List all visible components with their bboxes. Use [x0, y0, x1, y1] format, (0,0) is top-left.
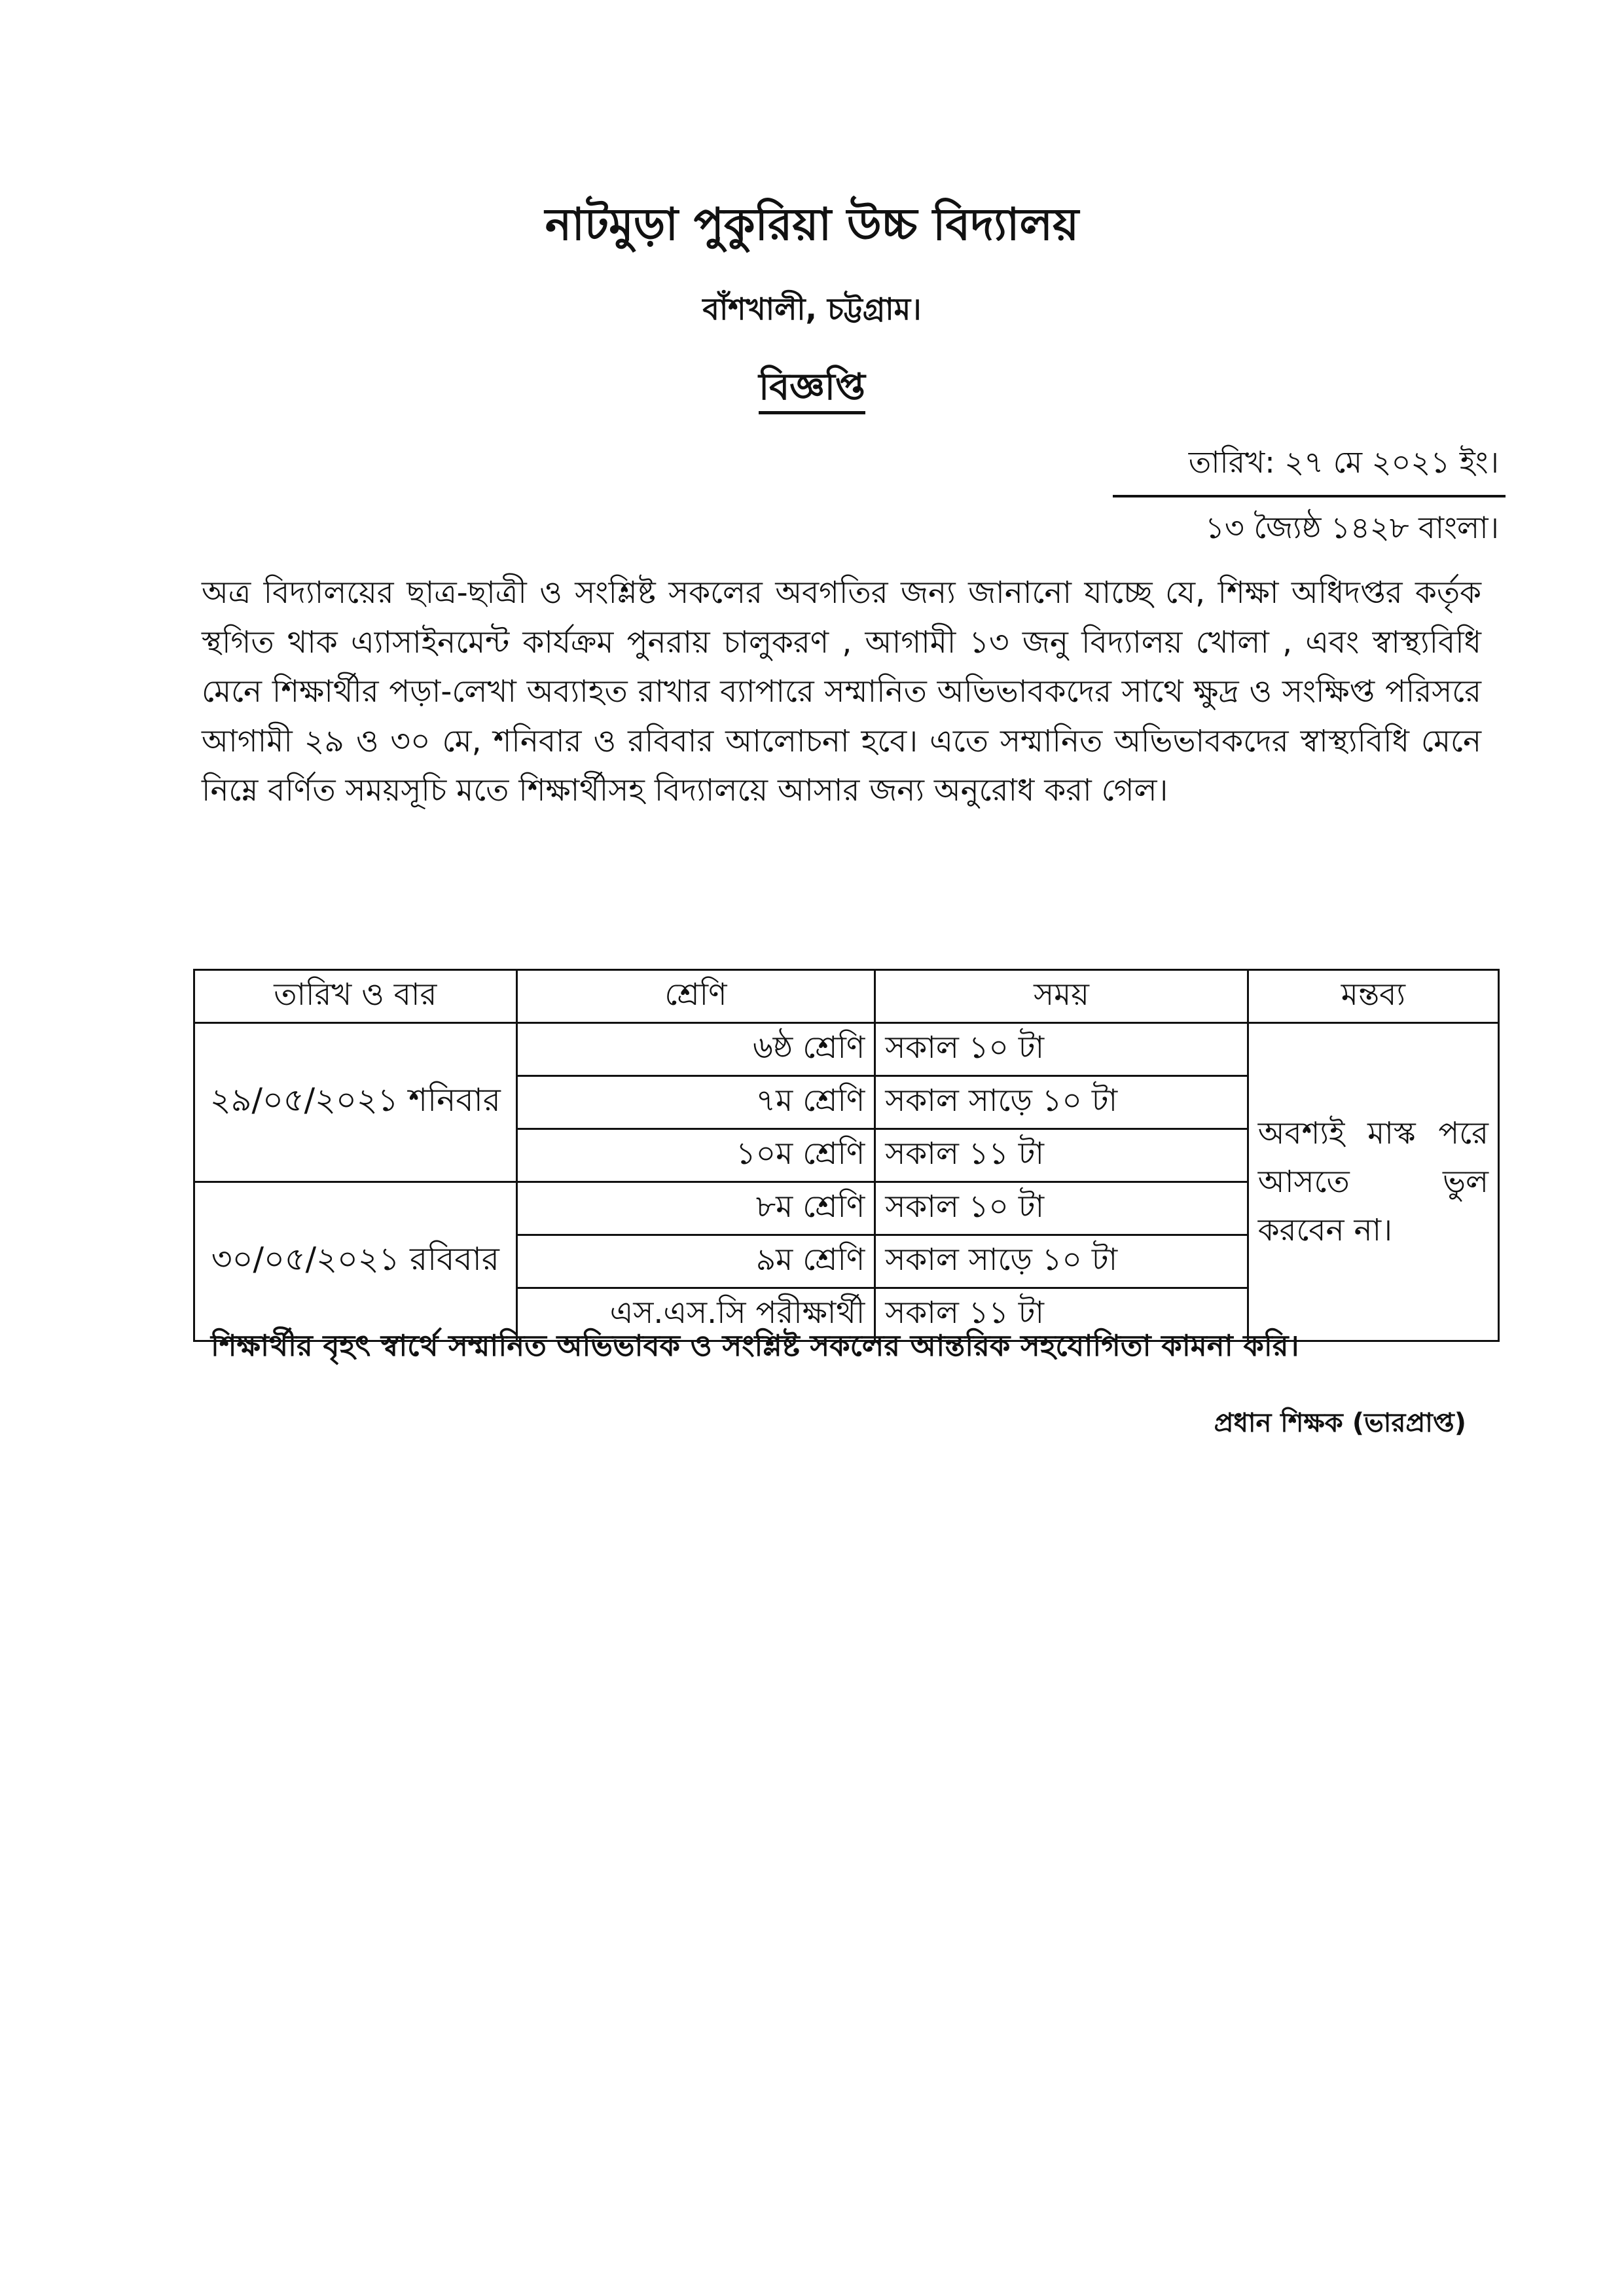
- time-cell: সকাল ১০ টা: [875, 1182, 1248, 1235]
- time-cell: সকাল ১০ টা: [875, 1023, 1248, 1076]
- class-cell: ১০ম শ্রেণি: [516, 1129, 875, 1182]
- date-bangla: ১৩ জ্যৈষ্ঠ ১৪২৮ বাংলা।: [1205, 510, 1499, 545]
- remark-cell: অবশ্যই মাস্ক পরে আসতে ভুল করবেন না।: [1248, 1023, 1498, 1341]
- notice-title-text: বিজ্ঞপ্তি: [759, 366, 865, 414]
- signature: প্রধান শিক্ষক (ভারপ্রাপ্ত): [1214, 1408, 1466, 1438]
- class-cell: এস.এস.সি পরীক্ষার্থী: [516, 1288, 875, 1341]
- header-date: তারিখ ও বার: [194, 970, 517, 1023]
- schedule-table: [193, 969, 1500, 1342]
- date-block: [1113, 440, 1506, 555]
- date-cell-day-2: ৩০/০৫/২০২১ রবিবার: [194, 1182, 517, 1341]
- closing-text: শিক্ষার্থীর বৃহৎ স্বার্থে সম্মানিত অভিভাবক ও সংশ্লিষ্ট সকলের আন্তরিক সহযোগিতা কামনা করি।: [211, 1328, 1299, 1363]
- class-cell: ৬ষ্ঠ শ্রেণি: [516, 1023, 875, 1076]
- class-cell: ৭ম শ্রেণি: [516, 1076, 875, 1129]
- header-time: সময়: [875, 970, 1248, 1023]
- header-class: শ্রেণি: [516, 970, 875, 1023]
- date-english: তারিখ: ২৭ মে ২০২১ ইং।: [1113, 440, 1506, 497]
- notice-body: অত্র বিদ্যালয়ের ছাত্র-ছাত্রী ও সংশ্লিষ্ট সকলের অবগতির জন্য জানানো যাচ্ছে যে, শিক্ষা অধিদপ্তর কর্তৃক স্থগিত থাক এ্যাসাইনমেন্ট কার্যক্রম পুনরায় চালুকরণ , আগামী ১৩ জনু বিদ্যালয় খোলা , এবং স্বাস্থ্যবিধি মেনে শিক্ষার্থীর পড়া-লেখা অব্যাহত রাখার ব্যাপারে সম্মানিত অভিভাবকদের সাথে ক্ষুদ্র ও সংক্ষিপ্ত পরিসরে আগামী ২৯ ও ৩০ মে, শনিবার ও রবিবার আলোচনা হবে। এতে সম্মানিত অভিভাবকদের স্বাস্থ্যবিধি মেনে নিম্নে বর্ণিত সময়সূচি মতে শিক্ষার্থীসহ বিদ্যালয়ে আসার জন্য অনুরোধ করা গেল।: [202, 575, 1481, 808]
- time-cell: সকাল ১১ টা: [875, 1288, 1248, 1341]
- time-cell: সকাল ১১ টা: [875, 1129, 1248, 1182]
- notice-title: [0, 359, 1624, 420]
- header-remark: মন্তব্য: [1248, 970, 1498, 1023]
- table-header-row: [194, 970, 1499, 1023]
- date-cell-day-1: ২৯/০৫/২০২১ শনিবার: [194, 1023, 517, 1182]
- time-cell: সকাল সাড়ে ১০ টা: [875, 1076, 1248, 1129]
- school-address: বাঁশখালী, চট্টগ্রাম।: [702, 291, 922, 327]
- school-name: নাটমুড়া পুকুরিয়া উচ্চ বিদ্যালয়: [545, 199, 1079, 251]
- class-cell: ৯ম শ্রেণি: [516, 1235, 875, 1288]
- table-row: [194, 1023, 1499, 1076]
- time-cell: সকাল সাড়ে ১০ টা: [875, 1235, 1248, 1288]
- class-cell: ৮ম শ্রেণি: [516, 1182, 875, 1235]
